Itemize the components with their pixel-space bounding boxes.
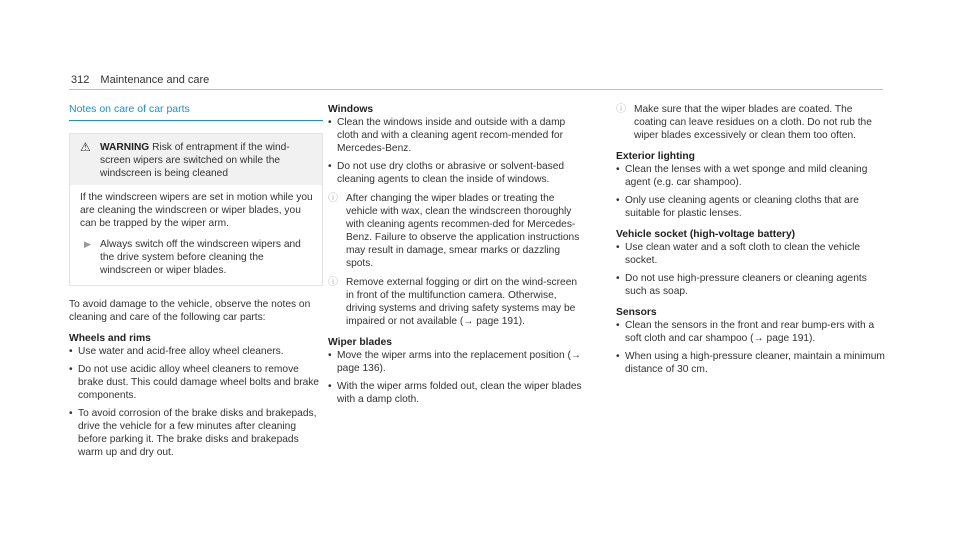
list-item: • With the wiper arms folded out, clean the wiper blades with a damp cloth. (328, 380, 586, 406)
list-item: • When using a high-pressure cleaner, maintain a minimum distance of 30 cm. (616, 350, 886, 376)
page-number: 312 (71, 74, 90, 86)
note-text: After changing the wiper blades or treating the vehicle with wax, clean the windscreen thoroughly with cleaning agents recommen-ded for Mercedes-Benz. Failure to observe the application instructions may result in damage, smear marks or dazzling spots. (346, 193, 580, 269)
note (616, 103, 886, 142)
subsection-title: Vehicle socket (high-voltage battery) (616, 229, 796, 240)
sensors-list (616, 319, 886, 376)
list-item: • Do not use acidic alloy wheel cleaners to remove brake dust. This could damage wheel bolts and brake components. (69, 363, 323, 402)
list-item: • To avoid corrosion of the brake disks and brakepads, drive the vehicle for a few minutes after cleaning before parking it. The brake disks and brakepads warm up and dry out. (69, 407, 323, 459)
note (328, 192, 586, 270)
warning-body-text: If the windscreen wipers are set in motion while you are cleaning the windscreen or wiper blades, you can be trapped by the wiper arm. (80, 192, 313, 229)
note-text: Remove external fogging or dirt on the wind-screen in front of the multifunction camera. Otherwise, driving systems and driving safety systems may be impaired or not available (→ page 191). (346, 277, 578, 327)
note-text: Make sure that the wiper blades are coated. The coating can leave residues on a cloth. Do not rub the wiper blades excessively or clean them too often. (634, 104, 872, 141)
subsection-title: Sensors (616, 307, 657, 318)
wiper-list (328, 349, 586, 406)
note (328, 276, 586, 328)
warning-action (80, 238, 314, 277)
list-item: • Clean the sensors in the front and rear bump-ers with a soft cloth and car shampoo (→ page 191). (616, 319, 886, 345)
intro-text: To avoid damage to the vehicle, observe the notes on cleaning and care of the following car parts: (69, 299, 311, 323)
page-header-title: Maintenance and care (100, 74, 210, 86)
list-item: • Only use cleaning agents or cleaning cloths that are suitable for plastic lenses. (616, 194, 886, 220)
warning-headline (100, 141, 312, 180)
info-icon: ⓘ (328, 277, 338, 288)
windows-list (328, 116, 586, 186)
socket-list (616, 241, 886, 298)
warning-label: WARNING (100, 142, 150, 153)
page-header (71, 74, 209, 86)
warning-text: Risk of entrapment if the wind-screen wipers are switched on while the windscreen is being cleaned (100, 142, 290, 179)
subsection-title: Windows (328, 104, 374, 115)
column-right (616, 103, 886, 381)
play-arrow-icon: ▶ (84, 239, 91, 249)
info-icon: ⓘ (328, 193, 338, 204)
list-item: • Do not use high-pressure cleaners or cleaning agents such as soap. (616, 272, 886, 298)
column-left (69, 103, 323, 464)
wheels-list (69, 345, 323, 459)
list-item: • Use water and acid-free alloy wheel cleaners. (69, 345, 323, 358)
subsection-title: Wiper blades (328, 337, 392, 348)
section-title: Notes on care of car parts (69, 103, 323, 121)
list-item: • Do not use dry cloths or abrasive or solvent-based cleaning agents to clean the inside of windows. (328, 160, 586, 186)
list-item: • Move the wiper arms into the replacement position (→ page 136). (328, 349, 586, 375)
list-item: • Use clean water and a soft cloth to clean the vehicle socket. (616, 241, 886, 267)
exterior-list (616, 163, 886, 220)
warning-action-text: Always switch off the windscreen wipers and the drive system before cleaning the windscreen or wiper blades. (100, 239, 301, 276)
warning-header (70, 134, 322, 185)
info-icon: ⓘ (616, 104, 626, 115)
subsection-title: Wheels and rims (69, 333, 151, 344)
warning-triangle-icon: ⚠ (80, 140, 91, 154)
list-item: • Clean the lenses with a wet sponge and mild cleaning agent (e.g. car shampoo). (616, 163, 886, 189)
list-item: • Clean the windows inside and outside with a damp cloth and with a cleaning agent recom-mended for Mercedes-Benz. (328, 116, 586, 155)
warning-box (69, 133, 323, 286)
column-middle (328, 103, 586, 411)
warning-body (70, 185, 322, 285)
subsection-title: Exterior lighting (616, 151, 695, 162)
header-divider (69, 89, 883, 90)
